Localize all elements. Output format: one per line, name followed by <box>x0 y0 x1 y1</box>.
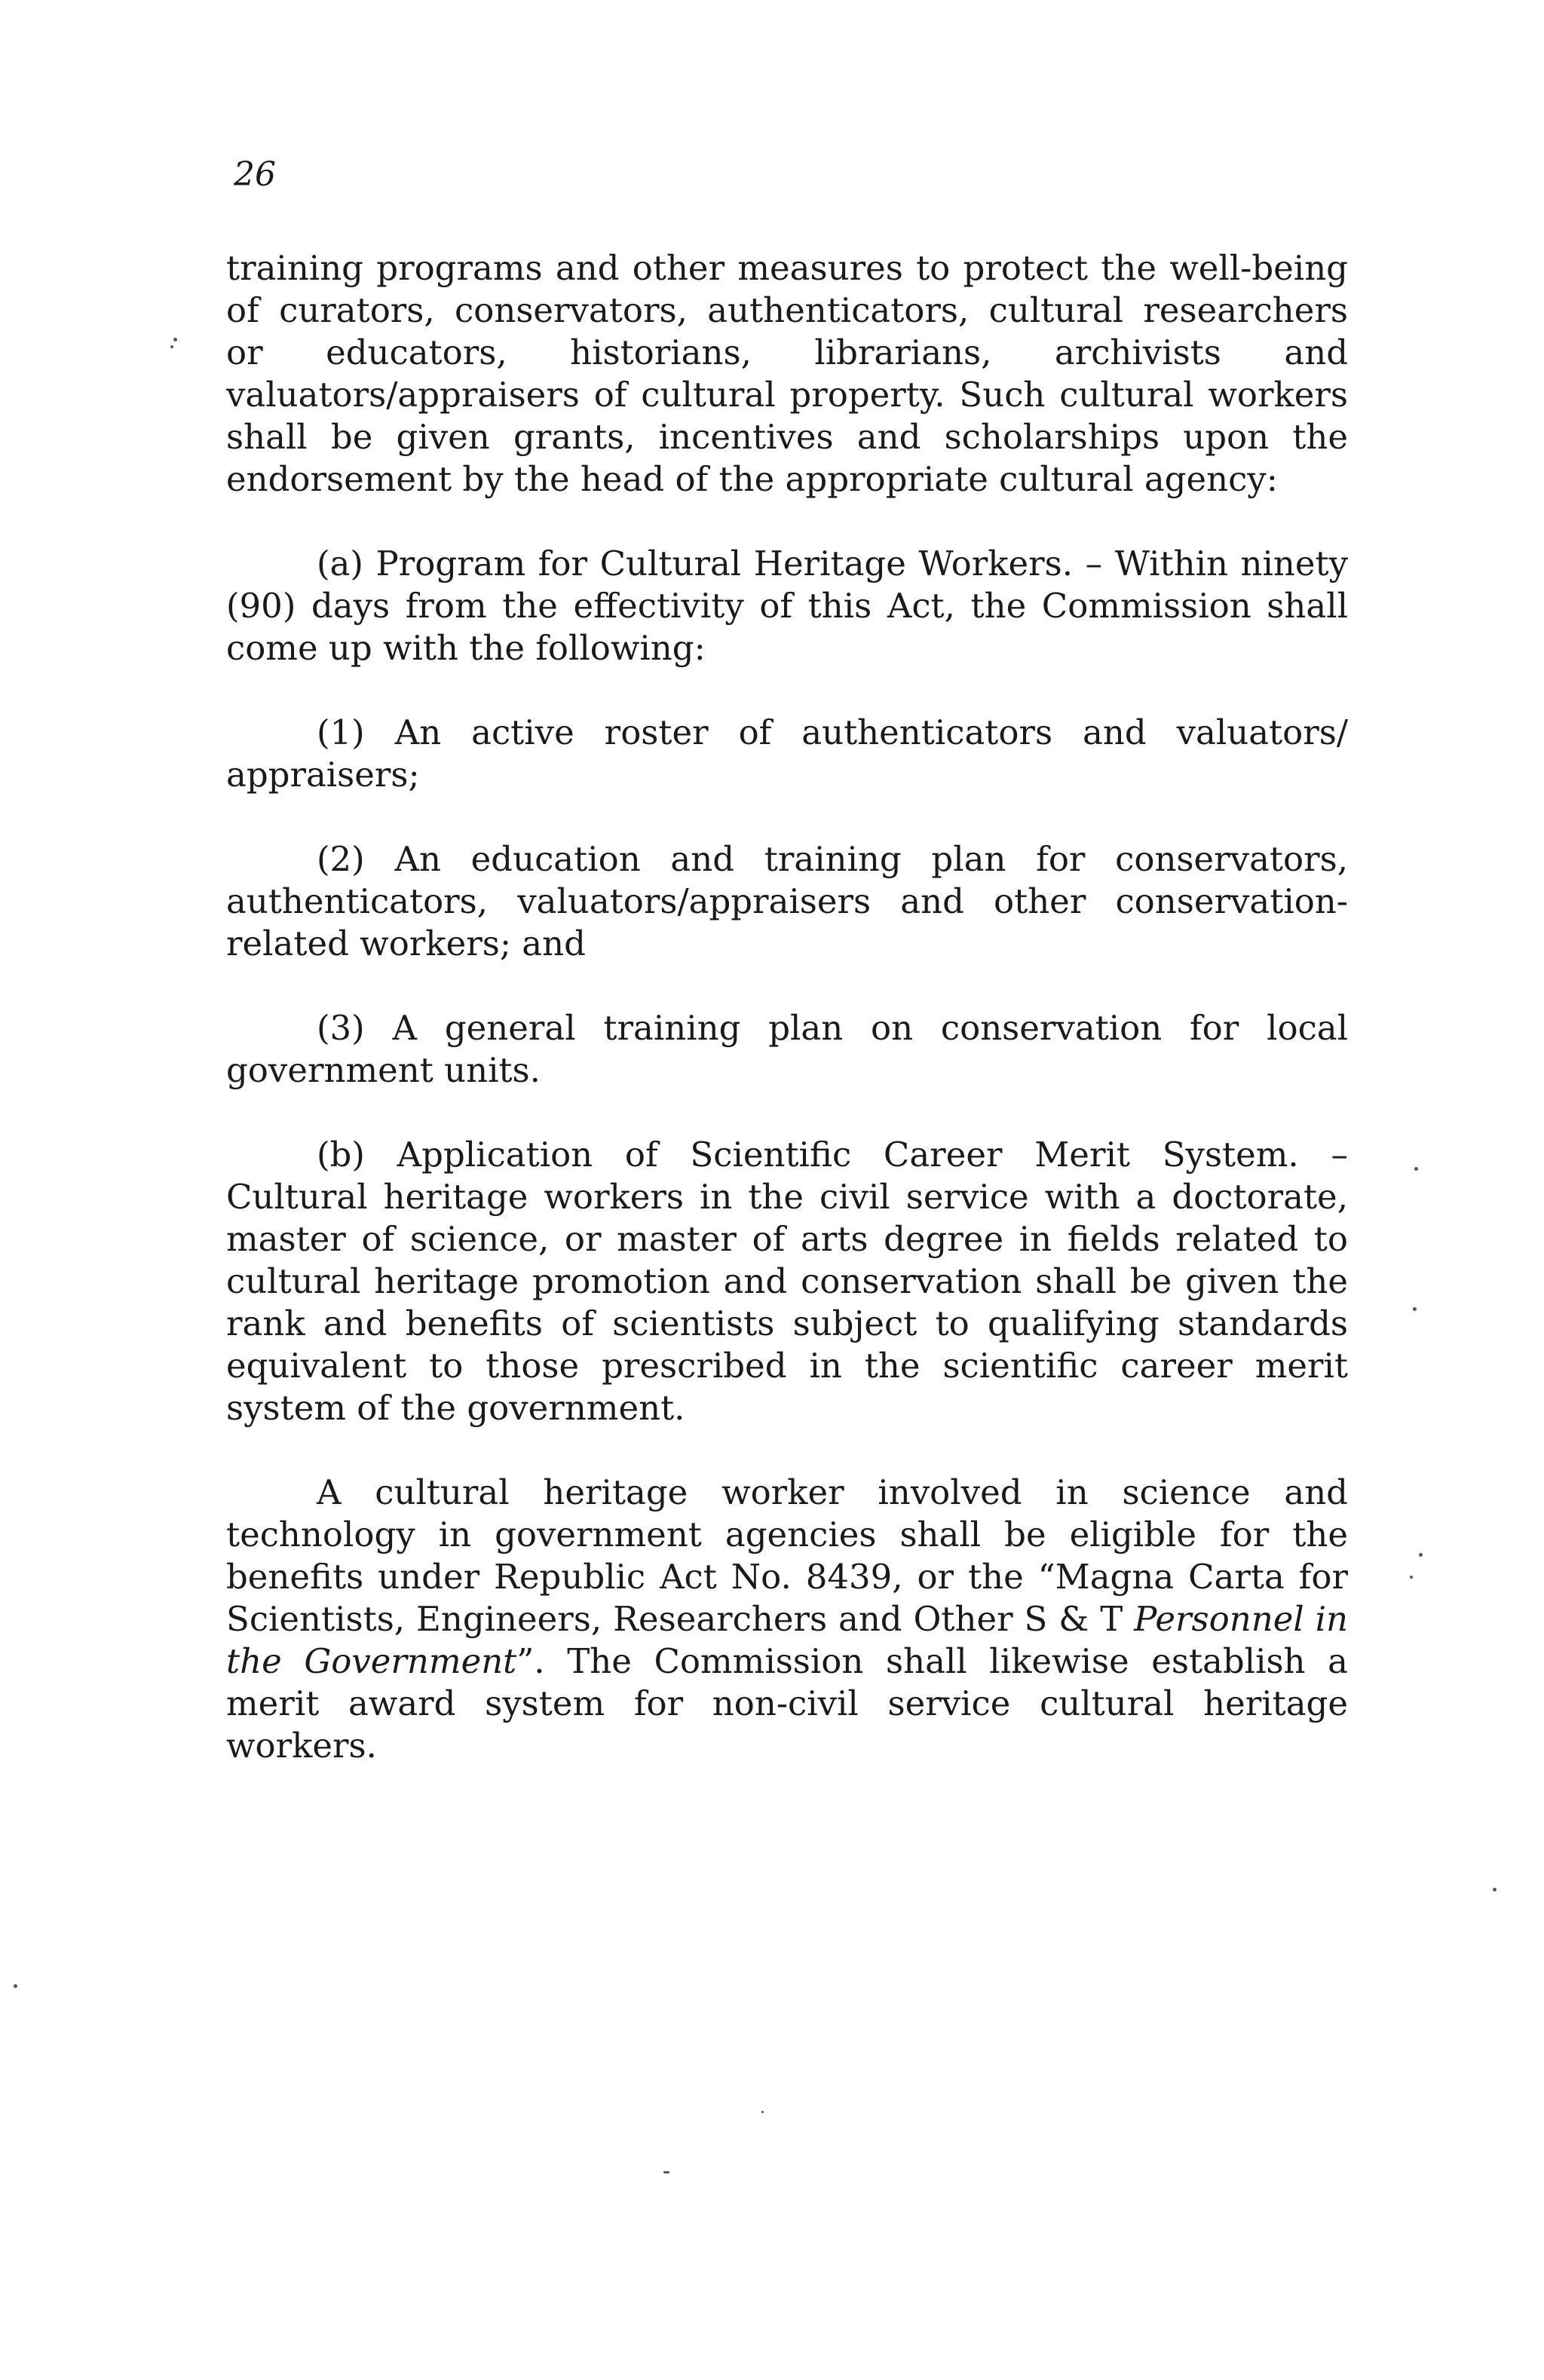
scan-speck <box>173 338 177 342</box>
scan-speck <box>1419 1553 1423 1557</box>
scan-speck <box>1493 1888 1497 1891</box>
scan-speck <box>14 1984 17 1988</box>
paragraph-final-italic-title: Personnel in the Government <box>226 1599 1349 1681</box>
paragraph-b: (b) Application of Scientific Career Merit System. – Cultural heritage workers in the civil service with a doctorate, master of science, or master of arts degree in fields related to cultural heritage promotion and conservation shall be given the rank and benefits of scientists subject to qualifying standards equivalent to those prescribed in the scientific career merit system of the government. <box>226 1135 1348 1428</box>
paragraph-final-text-end: ”. The Commission shall likewise establish a merit award system for non-civil service cultural heritage workers. <box>226 1641 1348 1766</box>
scan-speck <box>1413 1307 1417 1311</box>
scan-speck <box>663 2171 669 2173</box>
body-text <box>226 247 1348 1767</box>
paragraph-final-text-start: A cultural heritage worker involved in science and technology in government agencies shall be eligible for the benefits under Republic Act No. 8439, or the “Magna Carta for Scientists, Engineers, Researchers and Other S & T <box>226 1472 1348 1639</box>
paragraph-final <box>226 1472 1348 1767</box>
paragraph-a: (a) Program for Cultural Heritage Workers. – Within ninety (90) days from the effectivity of this Act, the Commission shall come up with the following: <box>226 544 1348 668</box>
scan-speck <box>1414 1167 1418 1171</box>
scan-speck <box>170 345 173 348</box>
paragraph-a1: (1) An active roster of authenticators and valuators/ appraisers; <box>226 712 1348 795</box>
paragraph-a3: (3) A general training plan on conservation for local government units. <box>226 1008 1348 1090</box>
page-number: 26 <box>234 155 276 194</box>
paragraph-intro: training programs and other measures to protect the well-being of curators, conservators, authenticators, cultural researchers or educators, historians, librarians, archivists and valuators/appraisers of cultural property. Such cultural workers shall be given grants, incentives and scholarships upon the endorsement by the head of the appropriate cultural agency: <box>226 248 1348 499</box>
scan-speck <box>761 2111 764 2113</box>
scan-speck <box>1410 1576 1413 1579</box>
paragraph-a2: (2) An education and training plan for conservators, authenticators, valuators/appraisers and other conservation-related workers; and <box>226 839 1348 963</box>
